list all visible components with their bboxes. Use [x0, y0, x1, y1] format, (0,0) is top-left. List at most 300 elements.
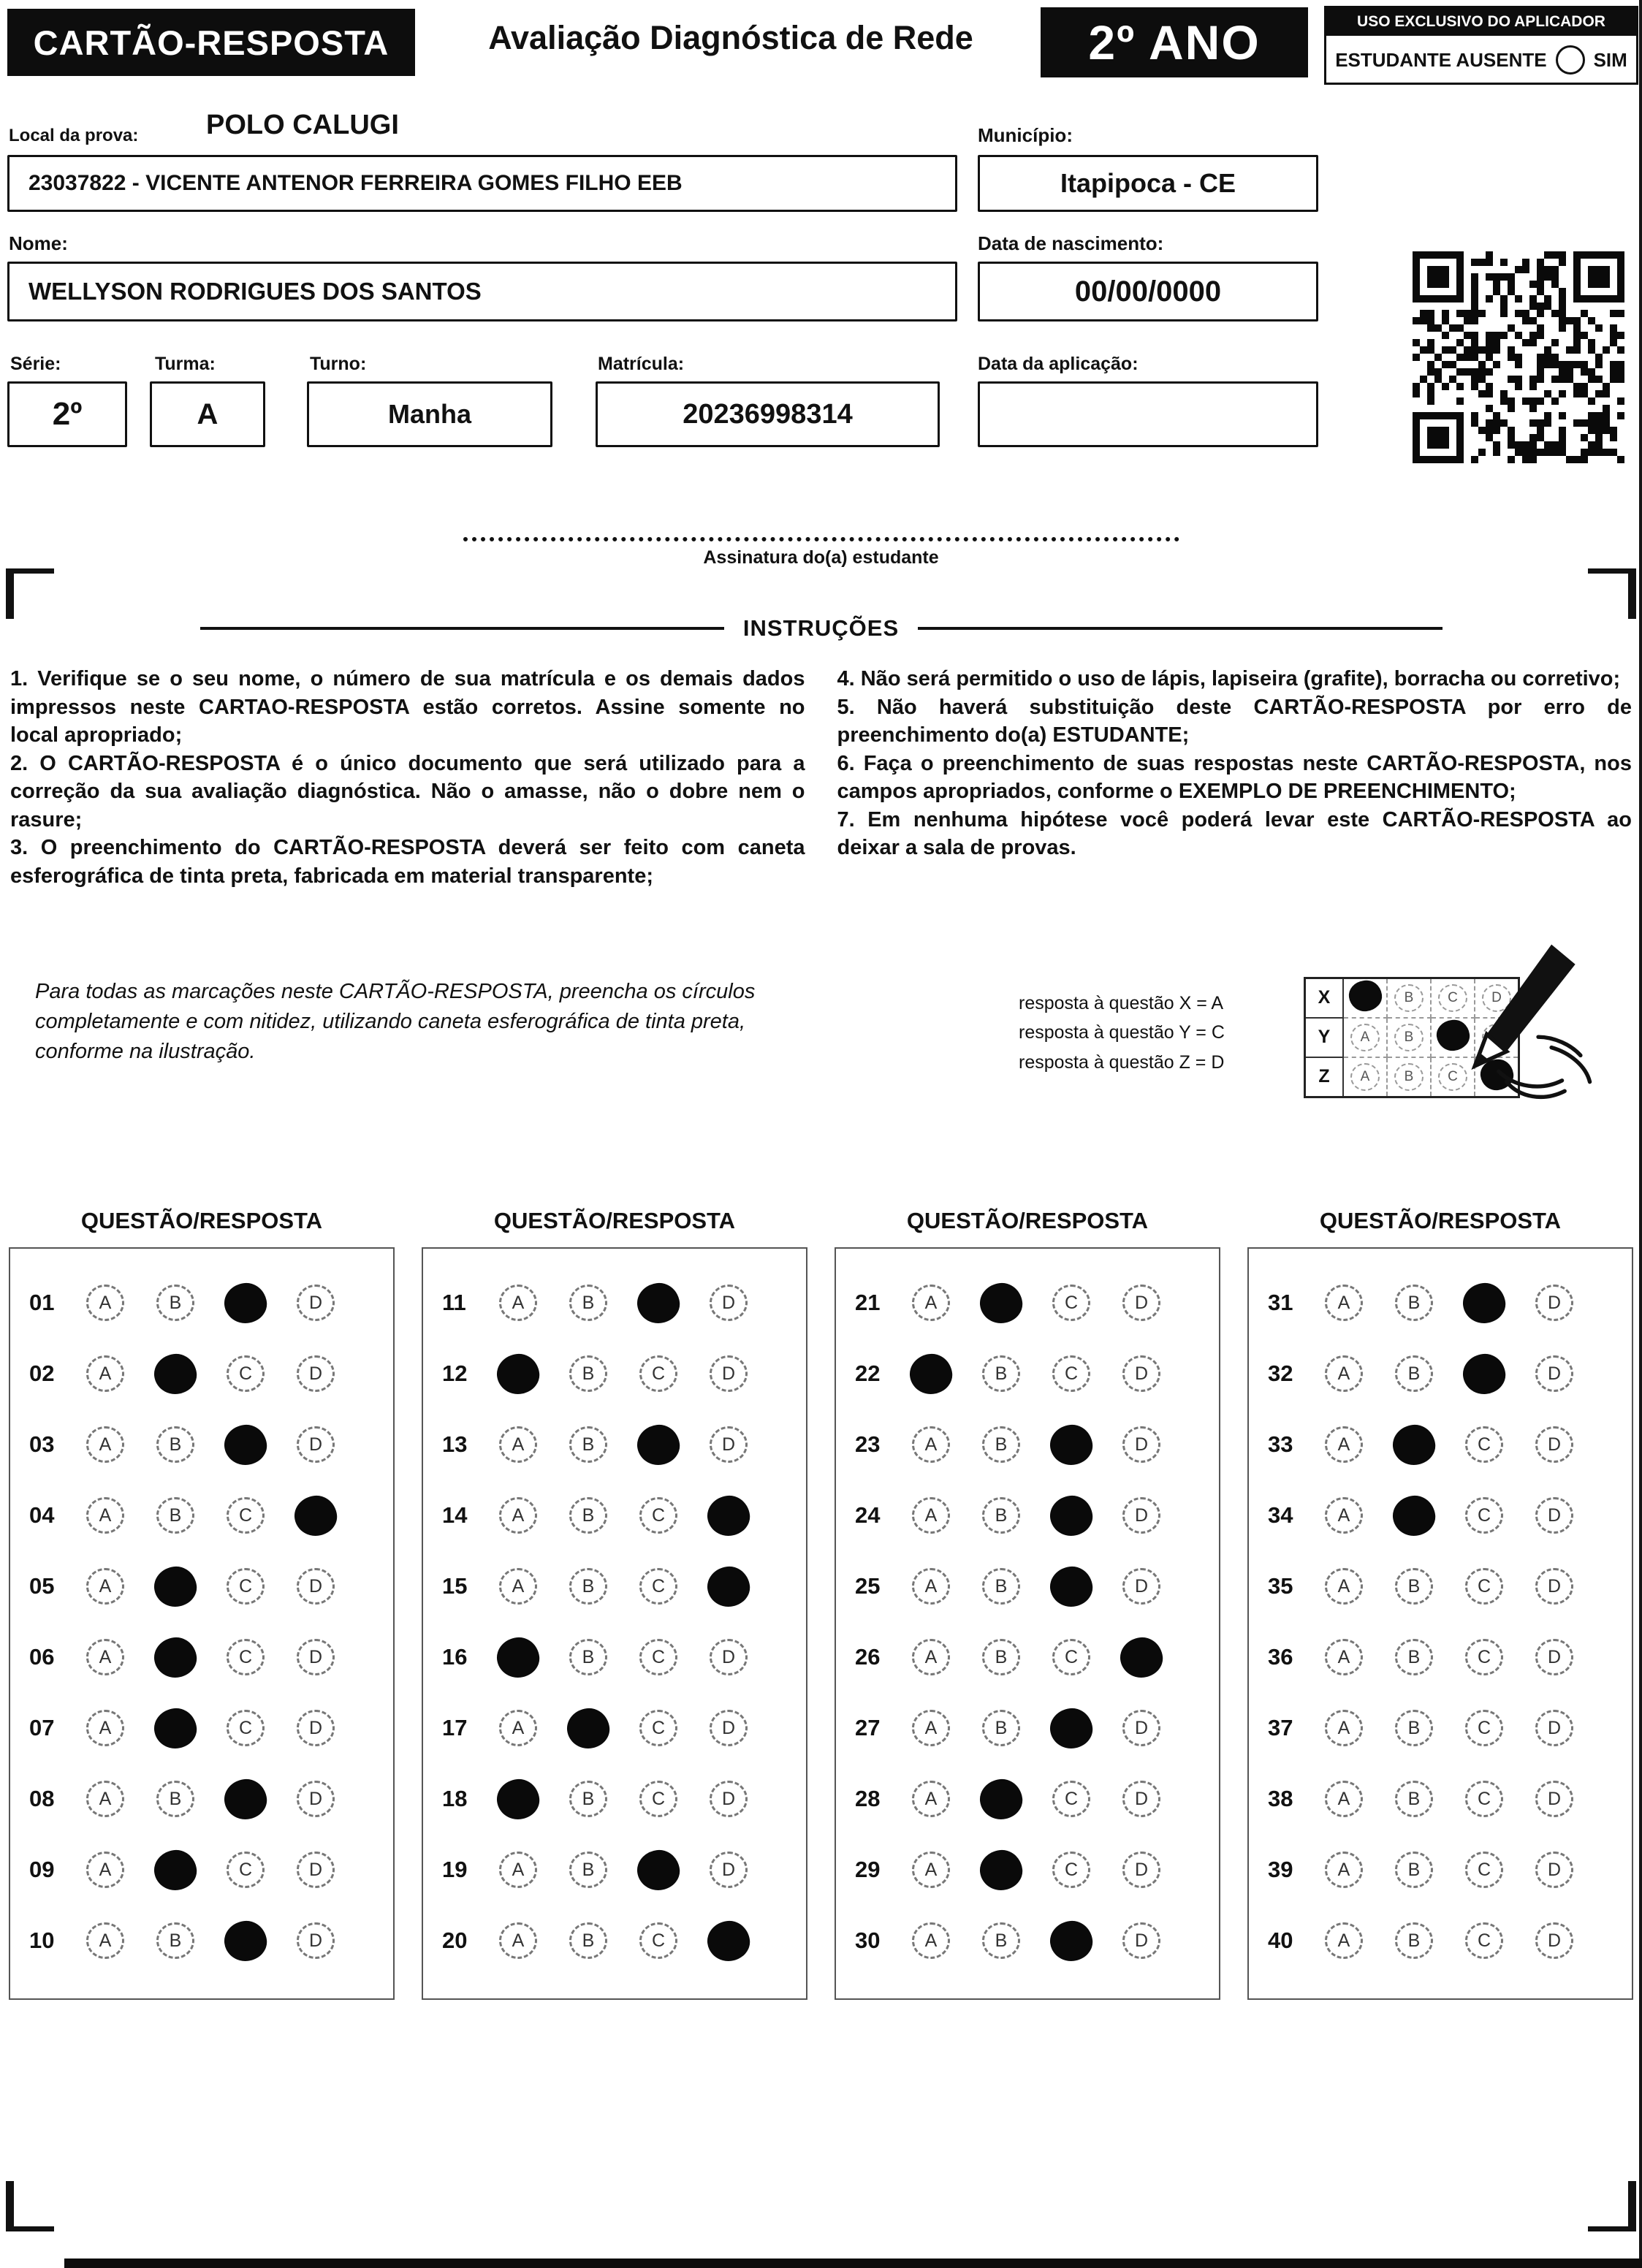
bubble-18-D: D [710, 1781, 748, 1817]
bubble-08-D: D [297, 1781, 335, 1817]
bubble-12-C: C [639, 1355, 677, 1392]
turno-label: Turno: [310, 354, 367, 374]
bubble-39-C: C [1465, 1852, 1503, 1888]
example-row-label: Y [1305, 1018, 1344, 1057]
question-row-29 [836, 1835, 1219, 1906]
bubble-01-B: B [156, 1285, 194, 1321]
bubble-25-D: D [1122, 1568, 1160, 1605]
example-option-letter: A [1350, 1063, 1380, 1091]
question-row-05 [10, 1551, 393, 1622]
bubble-32-B: B [1395, 1355, 1433, 1392]
question-row-39 [1249, 1835, 1632, 1906]
answer-column-4 [1247, 1208, 1633, 2000]
bubble-36-A: A [1325, 1639, 1363, 1675]
bubble-27-D: D [1122, 1710, 1160, 1746]
bubble-38-A: A [1325, 1781, 1363, 1817]
bubble-05-D: D [297, 1568, 335, 1605]
bubble-group [499, 1496, 748, 1536]
question-number: 23 [855, 1431, 881, 1457]
bubble-29-A: A [912, 1852, 950, 1888]
example-cell-marked [1343, 978, 1387, 1018]
bubble-group [499, 1921, 748, 1961]
bubble-17-C: C [639, 1710, 677, 1746]
bubble-26-C: C [1052, 1639, 1090, 1675]
bubble-37-D: D [1535, 1710, 1573, 1746]
bubble-08-C-marked [222, 1776, 269, 1822]
matricula-label: Matrícula: [598, 354, 685, 374]
bubble-02-D: D [297, 1355, 335, 1392]
question-row-26 [836, 1622, 1219, 1693]
bubble-group [86, 1283, 335, 1323]
question-row-03 [10, 1409, 393, 1480]
bubble-24-B: B [982, 1497, 1020, 1534]
bubble-21-A: A [912, 1285, 950, 1321]
bubble-group [912, 1283, 1160, 1323]
bubble-40-C: C [1465, 1922, 1503, 1959]
bubble-37-B: B [1395, 1710, 1433, 1746]
question-number: 04 [29, 1502, 55, 1528]
bubble-32-A: A [1325, 1355, 1363, 1392]
bubble-group [1325, 1496, 1573, 1536]
instructions-left-column [10, 665, 805, 891]
bubble-30-B: B [982, 1922, 1020, 1959]
question-row-10 [10, 1906, 393, 1976]
bubble-group [499, 1567, 748, 1607]
bubble-03-B: B [156, 1426, 194, 1463]
bubble-21-D: D [1122, 1285, 1160, 1321]
bubble-group [912, 1567, 1160, 1607]
question-row-20 [423, 1906, 806, 1976]
bubble-35-C: C [1465, 1568, 1503, 1605]
question-row-09 [10, 1835, 393, 1906]
bubble-03-D: D [297, 1426, 335, 1463]
example-row-label: Z [1305, 1057, 1344, 1097]
bubble-05-A: A [86, 1568, 124, 1605]
bubble-group [86, 1496, 335, 1536]
instruction-item-3: 3. O preenchimento do CARTÃO-RESPOSTA deverá ser feito com caneta esferográfica de tinta preta, fabricada em material transparente; [10, 836, 805, 888]
applicator-title: USO EXCLUSIVO DO APLICADOR [1326, 8, 1636, 36]
bubble-22-A-marked [908, 1351, 954, 1396]
bubble-23-C-marked [1048, 1422, 1095, 1467]
bubble-09-D: D [297, 1852, 335, 1888]
question-number: 38 [1268, 1786, 1293, 1811]
bubble-group [912, 1637, 1160, 1678]
bubble-29-D: D [1122, 1852, 1160, 1888]
bubble-12-A-marked [495, 1351, 541, 1396]
bubble-group [1325, 1710, 1573, 1746]
question-number: 12 [442, 1361, 468, 1386]
bubble-02-B-marked [152, 1351, 199, 1396]
bubble-32-C-marked [1461, 1351, 1508, 1396]
bubble-group [86, 1637, 335, 1678]
question-number: 22 [855, 1361, 881, 1386]
bubble-16-C: C [639, 1639, 677, 1675]
answer-column-1 [9, 1208, 395, 2000]
school-field: 23037822 - VICENTE ANTENOR FERREIRA GOMES FILHO EEB [7, 155, 957, 212]
question-row-33 [1249, 1409, 1632, 1480]
bubble-23-A: A [912, 1426, 950, 1463]
bubble-31-D: D [1535, 1285, 1573, 1321]
example-grid-wrap [1304, 977, 1523, 1098]
bubble-31-A: A [1325, 1285, 1363, 1321]
bubble-36-C: C [1465, 1639, 1503, 1675]
question-row-37 [1249, 1693, 1632, 1764]
instructions-header [200, 615, 1443, 642]
question-number: 01 [29, 1290, 55, 1315]
aplicacao-label: Data da aplicação: [978, 354, 1139, 374]
bubble-15-D-marked [705, 1564, 752, 1609]
bubble-39-B: B [1395, 1852, 1433, 1888]
question-number: 02 [29, 1361, 55, 1386]
bubble-11-D: D [710, 1285, 748, 1321]
question-row-27 [836, 1693, 1219, 1764]
bubble-15-A: A [499, 1568, 537, 1605]
legend-line-x: resposta à questão X = A [1019, 992, 1224, 1013]
student-data-form [0, 88, 1642, 486]
answer-grid-box [835, 1247, 1220, 2000]
bubble-01-D: D [297, 1285, 335, 1321]
bubble-19-A: A [499, 1852, 537, 1888]
bubble-22-D: D [1122, 1355, 1160, 1392]
bubble-33-C: C [1465, 1426, 1503, 1463]
absent-bubble-icon [1556, 45, 1585, 75]
bubble-38-C: C [1465, 1781, 1503, 1817]
bubble-25-A: A [912, 1568, 950, 1605]
bubble-09-C: C [227, 1852, 265, 1888]
legend-line-z: resposta à questão Z = D [1019, 1051, 1225, 1073]
bubble-group [86, 1708, 335, 1748]
question-number: 09 [29, 1857, 55, 1882]
bubble-31-C-marked [1461, 1280, 1508, 1325]
question-row-01 [10, 1268, 393, 1339]
bubble-07-A: A [86, 1710, 124, 1746]
corner-mark-bottom-left [6, 2181, 54, 2231]
bubble-06-A: A [86, 1639, 124, 1675]
bubble-group [912, 1496, 1160, 1536]
instructions-right-column [837, 665, 1633, 891]
question-number: 07 [29, 1715, 55, 1740]
bubble-09-B-marked [152, 1847, 199, 1892]
bubble-10-A: A [86, 1922, 124, 1959]
question-number: 13 [442, 1431, 468, 1457]
instruction-item-7: 7. Em nenhuma hipótese você poderá levar este CARTÃO-RESPOSTA ao deixar a sala de provas. [837, 807, 1632, 860]
signature-area [0, 537, 1642, 568]
bubble-12-B: B [569, 1355, 607, 1392]
instruction-item-5: 5. Não haverá substituição deste CARTÃO-RESPOSTA por erro de preenchimento do(a) ESTUDANTE; [837, 695, 1632, 747]
bubble-04-A: A [86, 1497, 124, 1534]
local-label: Local da prova: [9, 126, 139, 145]
bubble-18-B: B [569, 1781, 607, 1817]
nascimento-label: Data de nascimento: [978, 232, 1164, 254]
bubble-34-D: D [1535, 1497, 1573, 1534]
bubble-10-C-marked [222, 1918, 269, 1963]
bubble-group [499, 1708, 748, 1748]
question-number: 32 [1268, 1361, 1293, 1386]
bubble-group [499, 1283, 748, 1323]
question-number: 17 [442, 1715, 468, 1740]
bubble-06-C: C [227, 1639, 265, 1675]
bubble-group [912, 1921, 1160, 1961]
bubble-14-C: C [639, 1497, 677, 1534]
question-row-16 [423, 1622, 806, 1693]
applicator-box [1324, 6, 1638, 85]
question-row-13 [423, 1409, 806, 1480]
answer-column-header: QUESTÃO/RESPOSTA [906, 1207, 1149, 1233]
municipio-label: Município: [978, 124, 1073, 146]
bubble-33-B-marked [1391, 1422, 1437, 1467]
bubble-01-C-marked [222, 1280, 269, 1325]
question-row-12 [423, 1339, 806, 1409]
page-bottom-strip [64, 2259, 1642, 2268]
bubble-group [1325, 1852, 1573, 1888]
bubble-14-D-marked [705, 1493, 752, 1538]
bubble-34-A: A [1325, 1497, 1363, 1534]
bubble-38-B: B [1395, 1781, 1433, 1817]
bubble-16-A-marked [495, 1635, 541, 1680]
bubble-group [1325, 1568, 1573, 1605]
bubble-11-A: A [499, 1285, 537, 1321]
question-row-04 [10, 1480, 393, 1551]
question-row-34 [1249, 1480, 1632, 1551]
bubble-11-C-marked [635, 1280, 682, 1325]
example-option-letter: B [1394, 984, 1424, 1012]
question-number: 30 [855, 1928, 881, 1953]
marking-example-section [0, 977, 1642, 1098]
bubble-34-C: C [1465, 1497, 1503, 1534]
bubble-27-C-marked [1048, 1705, 1095, 1751]
bubble-40-B: B [1395, 1922, 1433, 1959]
bubble-13-B: B [569, 1426, 607, 1463]
bubble-25-C-marked [1048, 1564, 1095, 1609]
question-row-17 [423, 1693, 806, 1764]
absent-option-label: SIM [1593, 48, 1627, 71]
question-number: 10 [29, 1928, 55, 1953]
bubble-03-C-marked [222, 1422, 269, 1467]
instruction-item-2: 2. O CARTÃO-RESPOSTA é o único documento que será utilizado para a correção da sua avaliação diagnóstica. Não o amasse, não o dobre nem o rasure; [10, 751, 805, 832]
bubble-39-A: A [1325, 1852, 1363, 1888]
bubble-26-B: B [982, 1639, 1020, 1675]
bubble-24-A: A [912, 1497, 950, 1534]
bubble-36-D: D [1535, 1639, 1573, 1675]
bubble-group [912, 1779, 1160, 1819]
bubble-group [1325, 1781, 1573, 1817]
bubble-group [1325, 1425, 1573, 1465]
qr-code-svg [1410, 251, 1627, 463]
bubble-24-C-marked [1048, 1493, 1095, 1538]
example-option-letter: B [1394, 1063, 1424, 1091]
bubble-30-A: A [912, 1922, 950, 1959]
bubble-29-C: C [1052, 1852, 1090, 1888]
bubble-02-A: A [86, 1355, 124, 1392]
bubble-40-D: D [1535, 1922, 1573, 1959]
question-number: 18 [442, 1786, 468, 1811]
bubble-06-D: D [297, 1639, 335, 1675]
bubble-group [1325, 1922, 1573, 1959]
marking-instructions-text: Para todas as marcações neste CARTÃO-RESPOSTA, preencha os círculos completamente e com nitidez, utilizando caneta esferográfica de tinta preta, conforme na ilustração. [35, 979, 756, 1063]
example-row-label: X [1305, 978, 1344, 1018]
bubble-04-C: C [227, 1497, 265, 1534]
bubble-36-B: B [1395, 1639, 1433, 1675]
bubble-01-A: A [86, 1285, 124, 1321]
bubble-05-C: C [227, 1568, 265, 1605]
bubble-20-D-marked [705, 1918, 752, 1963]
serie-field: 2º [7, 381, 127, 447]
bubble-group [86, 1779, 335, 1819]
bubble-22-B: B [982, 1355, 1020, 1392]
question-row-31 [1249, 1268, 1632, 1339]
bubble-30-D: D [1122, 1922, 1160, 1959]
bubble-group [912, 1850, 1160, 1890]
bubble-26-A: A [912, 1639, 950, 1675]
bubble-06-B-marked [152, 1635, 199, 1680]
bubble-35-B: B [1395, 1568, 1433, 1605]
question-number: 20 [442, 1928, 468, 1953]
bubble-28-A: A [912, 1781, 950, 1817]
example-option-letter: C [1438, 984, 1467, 1012]
bubble-34-B-marked [1391, 1493, 1437, 1538]
question-row-38 [1249, 1764, 1632, 1835]
qr-code [1410, 251, 1627, 468]
question-number: 14 [442, 1502, 468, 1528]
student-absent-row [1326, 36, 1636, 83]
answer-column-header: QUESTÃO/RESPOSTA [493, 1207, 736, 1233]
bubble-23-B: B [982, 1426, 1020, 1463]
signature-label: Assinatura do(a) estudante [703, 547, 939, 568]
question-number: 06 [29, 1644, 55, 1670]
pencil-hand-illustration [1459, 942, 1605, 1114]
bubble-13-D: D [710, 1426, 748, 1463]
question-row-28 [836, 1764, 1219, 1835]
bubble-group [1325, 1354, 1573, 1394]
bubble-20-A: A [499, 1922, 537, 1959]
question-number: 31 [1268, 1290, 1293, 1315]
answer-grid-box [1247, 1247, 1633, 2000]
example-option-letter: A [1350, 1024, 1380, 1051]
answer-column-header: QUESTÃO/RESPOSTA [1319, 1207, 1562, 1233]
bubble-19-D: D [710, 1852, 748, 1888]
bubble-16-B: B [569, 1639, 607, 1675]
bubble-group [912, 1354, 1160, 1394]
bubble-15-C: C [639, 1568, 677, 1605]
bubble-08-A: A [86, 1781, 124, 1817]
question-row-19 [423, 1835, 806, 1906]
question-number: 27 [855, 1715, 881, 1740]
bubble-24-D: D [1122, 1497, 1160, 1534]
bubble-38-D: D [1535, 1781, 1573, 1817]
bubble-32-D: D [1535, 1355, 1573, 1392]
question-row-15 [423, 1551, 806, 1622]
bubble-23-D: D [1122, 1426, 1160, 1463]
question-row-02 [10, 1339, 393, 1409]
bubble-10-D: D [297, 1922, 335, 1959]
question-number: 33 [1268, 1431, 1293, 1457]
bubble-16-D: D [710, 1639, 748, 1675]
bubble-group [499, 1425, 748, 1465]
question-row-30 [836, 1906, 1219, 1976]
bubble-27-B: B [982, 1710, 1020, 1746]
nome-field: WELLYSON RODRIGUES DOS SANTOS [7, 262, 957, 321]
bubble-15-B: B [569, 1568, 607, 1605]
instructions-title: INSTRUÇÕES [742, 615, 900, 641]
question-row-36 [1249, 1622, 1632, 1693]
example-legend [1019, 977, 1304, 1078]
bubble-30-C-marked [1048, 1918, 1095, 1963]
example-mark-X-A [1347, 978, 1383, 1013]
bubble-03-A: A [86, 1426, 124, 1463]
bubble-04-B: B [156, 1497, 194, 1534]
bubble-25-B: B [982, 1568, 1020, 1605]
example-option-letter: D [1482, 984, 1511, 1012]
matricula-field: 20236998314 [596, 381, 940, 447]
bubble-13-C-marked [635, 1422, 682, 1467]
question-number: 16 [442, 1644, 468, 1670]
question-row-18 [423, 1764, 806, 1835]
bubble-group [499, 1637, 748, 1678]
bubble-18-C: C [639, 1781, 677, 1817]
question-number: 37 [1268, 1715, 1293, 1740]
answer-column-2 [422, 1208, 807, 2000]
corner-mark-top-right [1588, 568, 1636, 619]
question-number: 19 [442, 1857, 468, 1882]
bubble-26-D-marked [1118, 1635, 1165, 1680]
bubble-21-C: C [1052, 1285, 1090, 1321]
bubble-17-B-marked [565, 1705, 612, 1751]
question-row-25 [836, 1551, 1219, 1622]
aplicacao-field [978, 381, 1318, 447]
bubble-group [86, 1921, 335, 1961]
answer-grids-section [0, 1208, 1642, 2000]
answer-column-header: QUESTÃO/RESPOSTA [80, 1207, 323, 1233]
bubble-group [86, 1567, 335, 1607]
instruction-item-4: 4. Não será permitido o uso de lápis, lapiseira (grafite), borracha ou corretivo; [837, 667, 1621, 690]
bubble-11-B: B [569, 1285, 607, 1321]
bubble-28-C: C [1052, 1781, 1090, 1817]
bubble-group [912, 1708, 1160, 1748]
question-row-21 [836, 1268, 1219, 1339]
bubble-37-C: C [1465, 1710, 1503, 1746]
bubble-33-A: A [1325, 1426, 1363, 1463]
serie-label: Série: [10, 354, 61, 374]
question-row-35 [1249, 1551, 1632, 1622]
bubble-29-B-marked [978, 1847, 1025, 1892]
divider-line [200, 627, 724, 630]
bubble-40-A: A [1325, 1922, 1363, 1959]
bubble-35-D: D [1535, 1568, 1573, 1605]
example-option-letter: C [1438, 1063, 1467, 1091]
bubble-18-A-marked [495, 1776, 541, 1822]
question-number: 08 [29, 1786, 55, 1811]
question-number: 24 [855, 1502, 881, 1528]
instructions-body [0, 642, 1642, 891]
municipio-field: Itapipoca - CE [978, 155, 1318, 212]
question-row-32 [1249, 1339, 1632, 1409]
bubble-13-A: A [499, 1426, 537, 1463]
bubble-20-C: C [639, 1922, 677, 1959]
turma-label: Turma: [155, 354, 216, 374]
turma-field: A [150, 381, 265, 447]
question-row-06 [10, 1622, 393, 1693]
bubble-08-B: B [156, 1781, 194, 1817]
bubble-10-B: B [156, 1922, 194, 1959]
bubble-19-B: B [569, 1852, 607, 1888]
question-number: 05 [29, 1573, 55, 1599]
exam-title: Avaliação Diagnóstica de Rede [488, 19, 973, 56]
bubble-31-B: B [1395, 1285, 1433, 1321]
bubble-05-B-marked [152, 1564, 199, 1609]
bubble-12-D: D [710, 1355, 748, 1392]
question-row-14 [423, 1480, 806, 1551]
example-option-letter: B [1394, 1024, 1424, 1051]
